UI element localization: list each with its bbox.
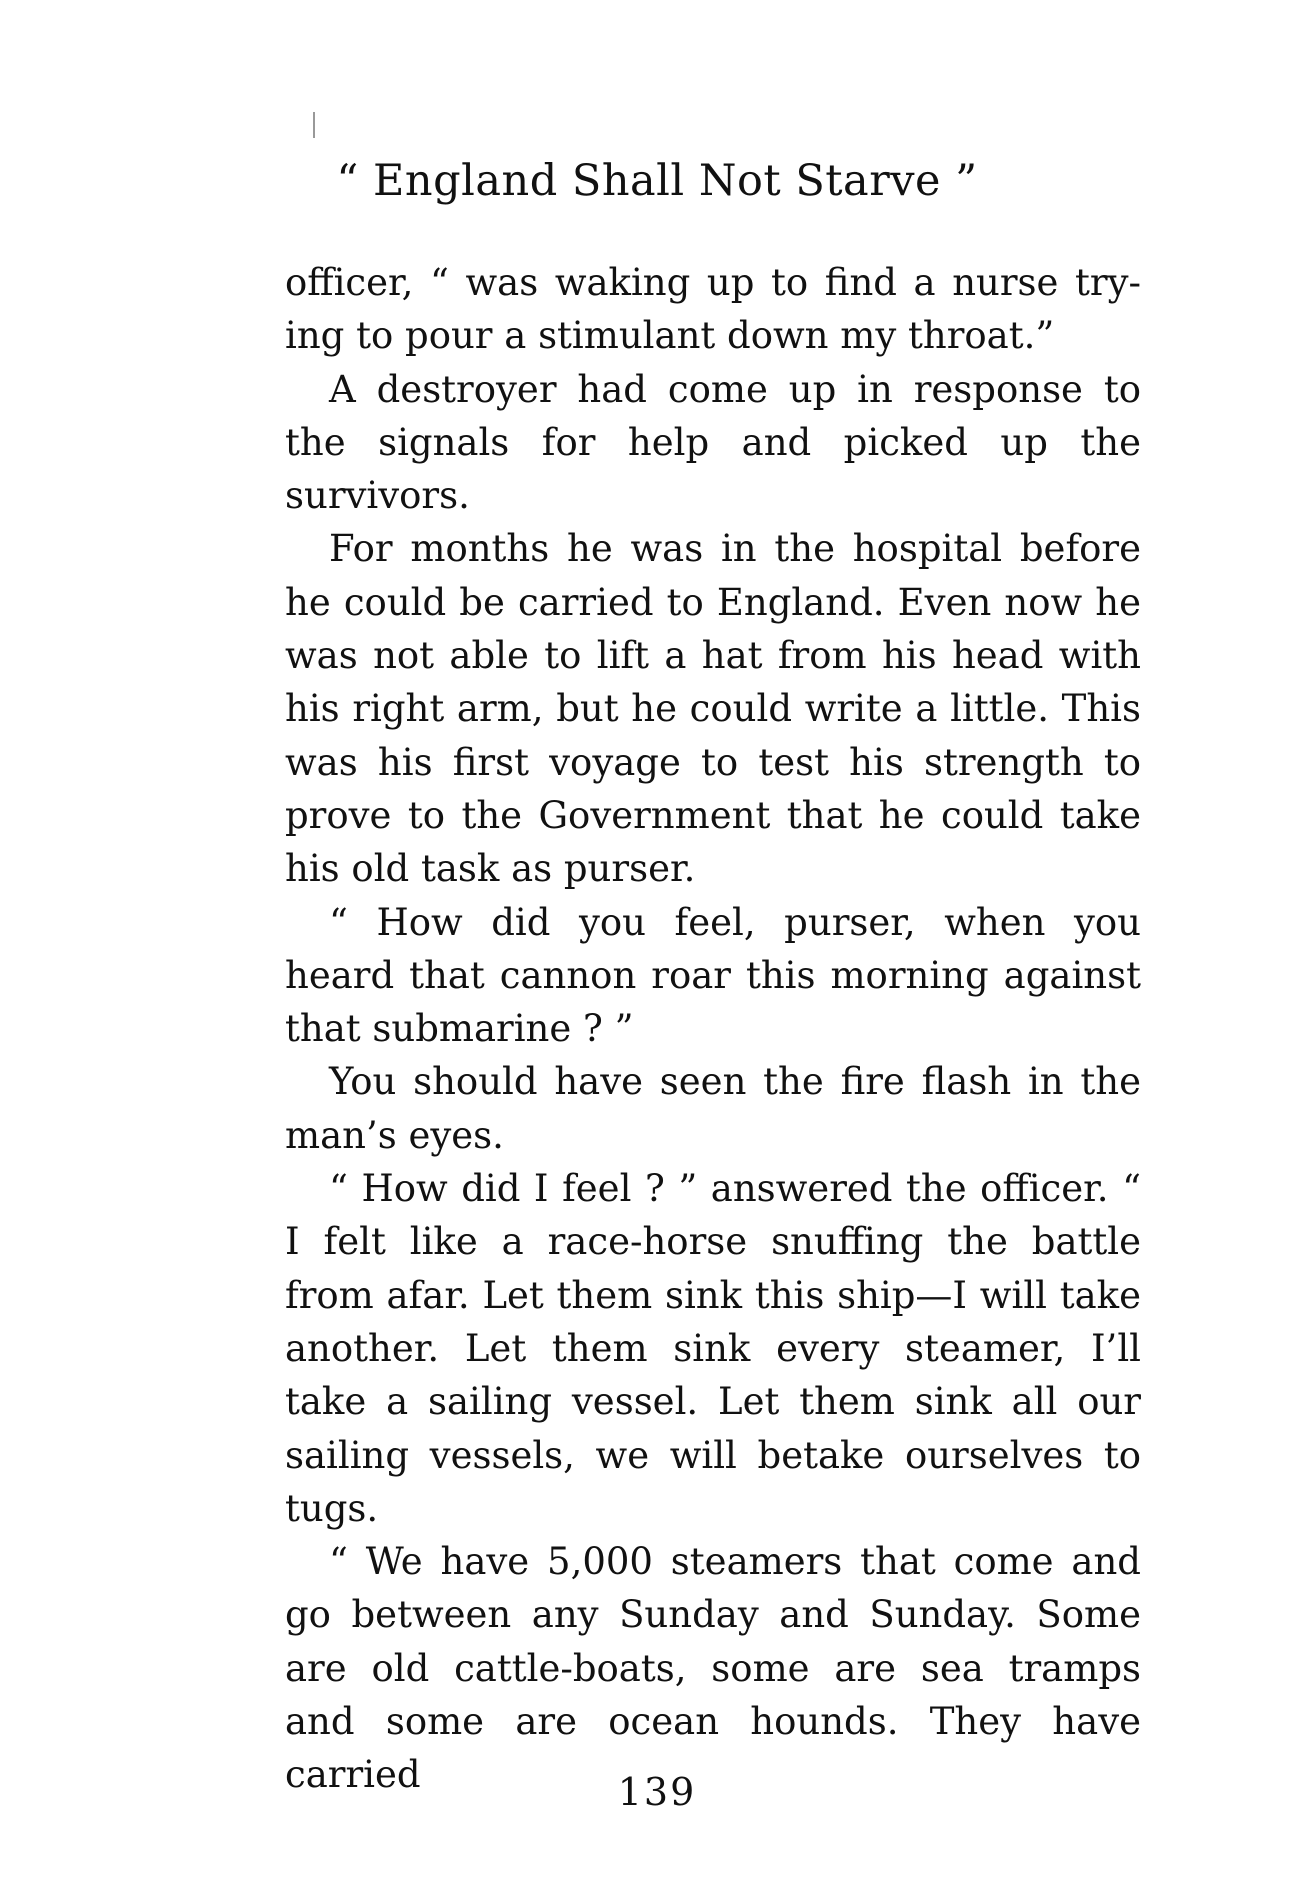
page-number: 139 — [617, 1770, 697, 1814]
scan-mark — [313, 112, 315, 138]
paragraph: A destroyer had come up in response to the signals for help and picked up the survivors. — [285, 367, 1141, 518]
running-head: “ England Shall Not Starve ” — [336, 156, 978, 206]
paragraph: officer, “ was waking up to find a nurse try-ing to pour a stimulant down my throat.” — [285, 261, 1141, 358]
paragraph: “ We have 5,000 steamers that come and go between any Sunday and Sunday. Some are old cattle-boats, some are sea tramps and some are ocean hounds. They have carried — [285, 1540, 1141, 1797]
paragraph: You should have seen the fire flash in the man’s eyes. — [285, 1060, 1141, 1157]
paragraph: “ How did I feel ? ” answered the officer. “ I felt like a race-horse snuffing the battle from afar. Let them sink this ship—I will take another. Let them sink every steamer, I’ll take a sailing vessel. Let them sink all our sailing vessels, we will betake ourselves to tugs. — [285, 1167, 1141, 1530]
paragraph: For months he was in the hospital before he could be carried to England. Even now he was not able to lift a hat from his head with his right arm, but he could write a little. This was his first voyage to test his strength to prove to the Government that he could take his old task as purser. — [285, 527, 1141, 891]
paragraph: “ How did you feel, purser, when you heard that cannon roar this morning against that submarine ? ” — [285, 900, 1141, 1051]
body-text — [285, 256, 1141, 1802]
